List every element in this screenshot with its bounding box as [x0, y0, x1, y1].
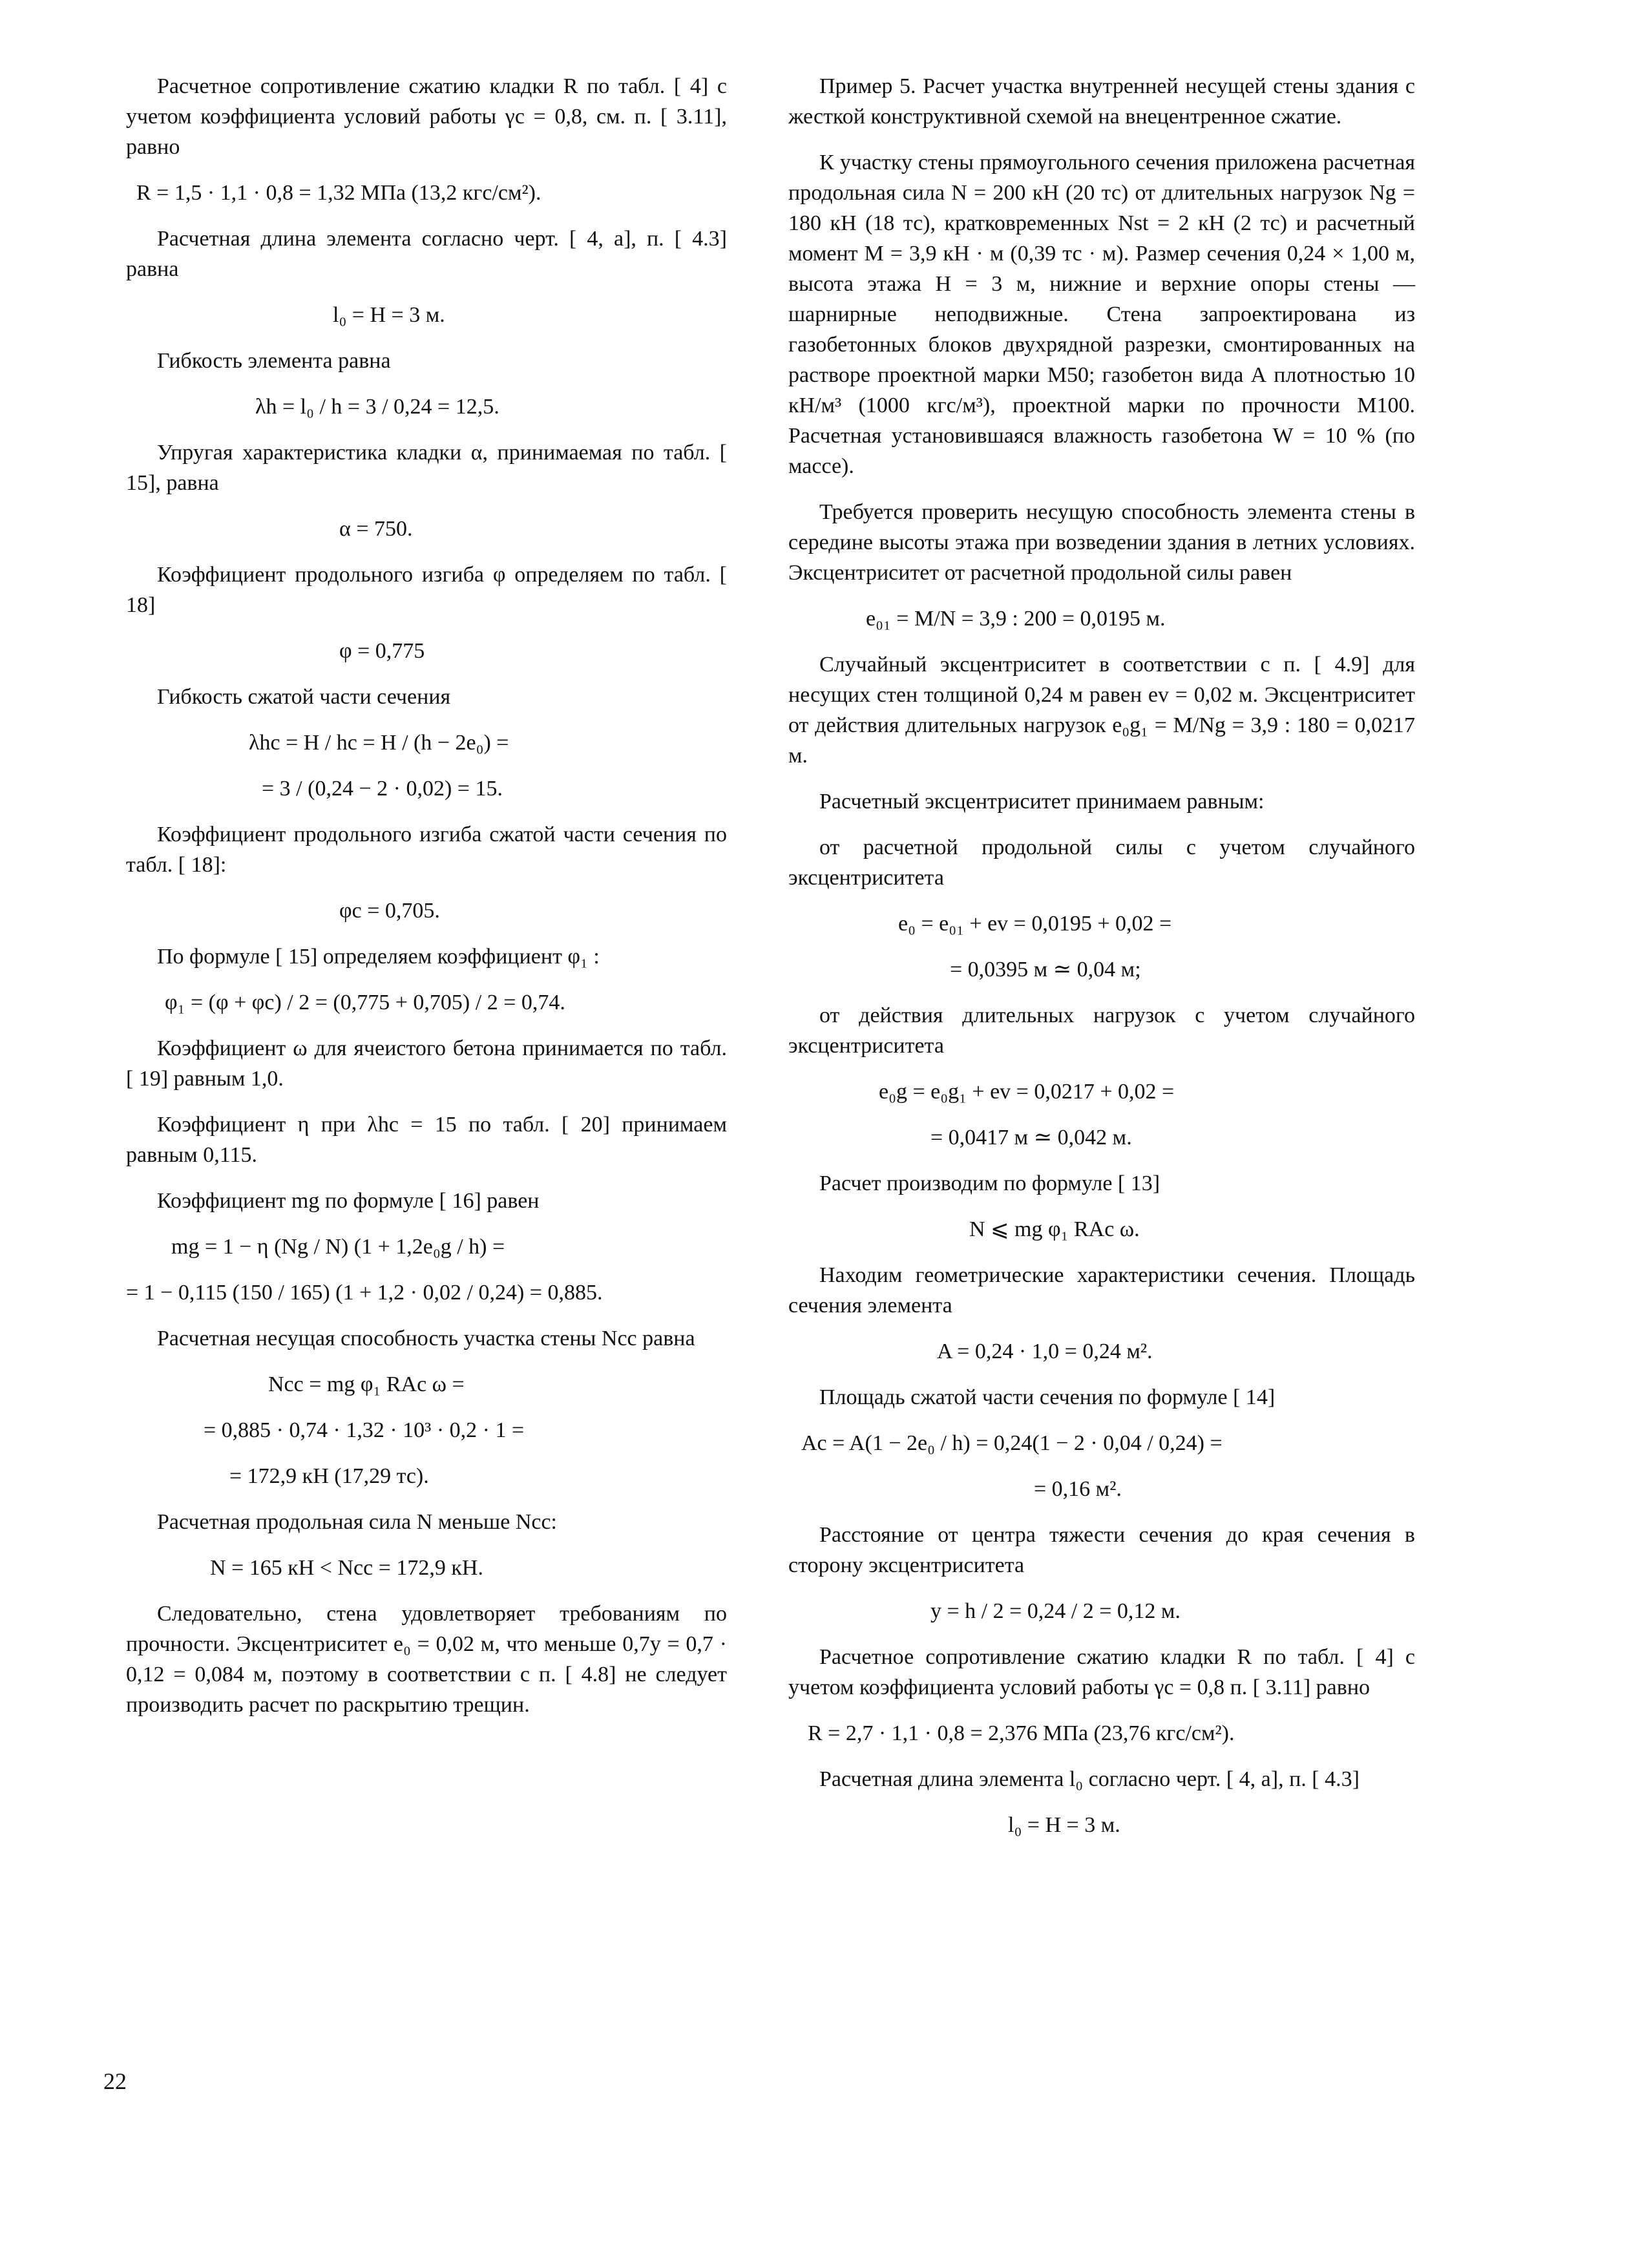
- formula: λhc = H / hc = H / (h − 2e₀) =: [249, 731, 509, 755]
- formula: = 0,0417 м ≃ 0,042 м.: [930, 1126, 1132, 1150]
- formula: N = 165 кН < Ncc = 172,9 кН.: [210, 1556, 483, 1580]
- formula: mg = 1 − η (Ng / N) (1 + 1,2e₀g / h) =: [171, 1235, 505, 1259]
- page-number: 22: [103, 2068, 127, 2094]
- formula: = 0,885 · 0,74 · 1,32 · 10³ · 0,2 · 1 =: [204, 1418, 525, 1442]
- formula: y = h / 2 = 0,24 / 2 = 0,12 м.: [930, 1599, 1181, 1623]
- formula: N ⩽ mg φ₁ RAc ω.: [969, 1217, 1140, 1241]
- paragraph: Коэффициент продольного изгиба φ определяем по табл. [ 18]: [126, 563, 727, 617]
- left-column: [126, 71, 727, 1736]
- paragraph: Расчет производим по формуле [ 13]: [819, 1171, 1161, 1195]
- formula: l₀ = H = 3 м.: [333, 303, 445, 327]
- formula: α = 750.: [339, 517, 413, 541]
- paragraph: от действия длительных нагрузок с учетом случайного эксцентриситета: [788, 1003, 1415, 1058]
- paragraph: Следовательно, стена удовлетворяет требованиям по прочности. Эксцентриситет e₀ = 0,02 м, что меньше 0,7y = 0,7 · 0,12 = 0,084 м, поэтому в соответствии с п. [ 4.8] не следует производить расчет по раскрытию трещин.: [126, 1602, 727, 1717]
- formula: φ₁ = (φ + φc) / 2 = (0,775 + 0,705) / 2 = 0,74.: [165, 991, 565, 1014]
- paragraph: К участку стены прямоугольного сечения приложена расчетная продольная сила N = 200 кН (20 тс) от длительных нагрузок Ng = 180 кН (18 тс), кратковременных Nst = 2 кН (2 тс) и расчетный момент M = 3,9 кН · м (0,39 тс · м). Размер сечения 0,24 × 1,00 м, высота этажа H = 3 м, нижние и верхние опоры стены — шарнирные неподвижные. Стена запроектирована из газобетонных блоков двухрядной разрезки, смонтированных на растворе проектной марки М50; газобетон вида А плотностью 10 кН/м³ (1000 кгс/м³), проектной марки по прочности М100. Расчетная установившаяся влажность газобетона W = 10 % (по массе).: [788, 151, 1415, 478]
- formula: A = 0,24 · 1,0 = 0,24 м².: [937, 1339, 1153, 1363]
- right-column: [788, 71, 1415, 1856]
- paragraph: от расчетной продольной силы с учетом случайного эксцентриситета: [788, 835, 1415, 890]
- formula: l₀ = H = 3 м.: [1008, 1813, 1120, 1837]
- formula: φc = 0,705.: [339, 899, 440, 923]
- paragraph: Расчетная длина элемента l₀ согласно черт. [ 4, а], п. [ 4.3]: [819, 1767, 1360, 1791]
- paragraph: По формуле [ 15] определяем коэффициент φ₁ :: [157, 945, 600, 969]
- formula: = 172,9 кН (17,29 тс).: [229, 1464, 429, 1488]
- formula: = 0,0395 м ≃ 0,04 м;: [950, 958, 1141, 982]
- paragraph: Расчетная длина элемента согласно черт. [ 4, а], п. [ 4.3] равна: [126, 227, 727, 281]
- paragraph: Находим геометрические характеристики сечения. Площадь сечения элемента: [788, 1263, 1415, 1318]
- formula: R = 1,5 · 1,1 · 0,8 = 1,32 МПа (13,2 кгс/см²).: [136, 181, 541, 205]
- paragraph: Площадь сжатой части сечения по формуле [ 14]: [819, 1385, 1276, 1409]
- formula: Ncc = mg φ₁ RAc ω =: [268, 1372, 465, 1396]
- formula: e₀₁ = M/N = 3,9 : 200 = 0,0195 м.: [866, 607, 1166, 631]
- formula: = 1 − 0,115 (150 / 165) (1 + 1,2 · 0,02 / 0,24) = 0,885.: [126, 1281, 603, 1305]
- paragraph: Расчетная несущая способность участка стены Ncc равна: [157, 1327, 695, 1350]
- formula: φ = 0,775: [339, 639, 425, 663]
- paragraph: Расчетное сопротивление сжатию кладки R по табл. [ 4] с учетом коэффициента условий работы γc = 0,8 п. [ 3.11] равно: [788, 1645, 1415, 1699]
- formula: = 3 / (0,24 − 2 · 0,02) = 15.: [262, 777, 503, 801]
- paragraph: Расчетное сопротивление сжатию кладки R по табл. [ 4] с учетом коэффициента условий работы γc = 0,8, см. п. [ 3.11], равно: [126, 74, 727, 159]
- formula: e₀ = e₀₁ + ev = 0,0195 + 0,02 =: [898, 912, 1172, 936]
- paragraph: Коэффициент η при λhc = 15 по табл. [ 20] принимаем равным 0,115.: [126, 1113, 727, 1167]
- formula: λh = l₀ / h = 3 / 0,24 = 12,5.: [255, 395, 499, 419]
- paragraph: Расчетная продольная сила N меньше Ncc:: [157, 1510, 558, 1534]
- paragraph: Упругая характеристика кладки α, принимаемая по табл. [ 15], равна: [126, 441, 727, 495]
- formula: = 0,16 м².: [1034, 1477, 1122, 1501]
- paragraph: Гибкость сжатой части сечения: [157, 685, 451, 709]
- paragraph: Коэффициент ω для ячеистого бетона принимается по табл. [ 19] равным 1,0.: [126, 1036, 727, 1091]
- formula: R = 2,7 · 1,1 · 0,8 = 2,376 МПа (23,76 кгс/см²).: [808, 1721, 1235, 1745]
- paragraph: Расчетный эксцентриситет принимаем равным:: [819, 790, 1265, 814]
- paragraph: Гибкость элемента равна: [157, 349, 391, 373]
- paragraph: Коэффициент продольного изгиба сжатой части сечения по табл. [ 18]:: [126, 823, 727, 877]
- paragraph: Коэффициент mg по формуле [ 16] равен: [157, 1189, 540, 1213]
- paragraph: Случайный эксцентриситет в соответствии с п. [ 4.9] для несущих стен толщиной 0,24 м равен ev = 0,02 м. Эксцентриситет от действия длительных нагрузок e₀g₁ = M/Ng = 3,9 : 180 = 0,0217 м.: [788, 653, 1415, 768]
- paragraph: Требуется проверить несущую способность элемента стены в середине высоты этажа при возведении здания в летних условиях. Эксцентриситет от расчетной продольной силы равен: [788, 500, 1415, 585]
- paragraph: Расстояние от центра тяжести сечения до края сечения в сторону эксцентриситета: [788, 1523, 1415, 1577]
- formula: e₀g = e₀g₁ + ev = 0,0217 + 0,02 =: [879, 1080, 1175, 1104]
- paragraph: Пример 5. Расчет участка внутренней несущей стены здания с жесткой конструктивной схемой на внецентренное сжатие.: [788, 74, 1415, 129]
- formula: Ac = A(1 − 2e₀ / h) = 0,24(1 − 2 · 0,04 / 0,24) =: [801, 1431, 1223, 1455]
